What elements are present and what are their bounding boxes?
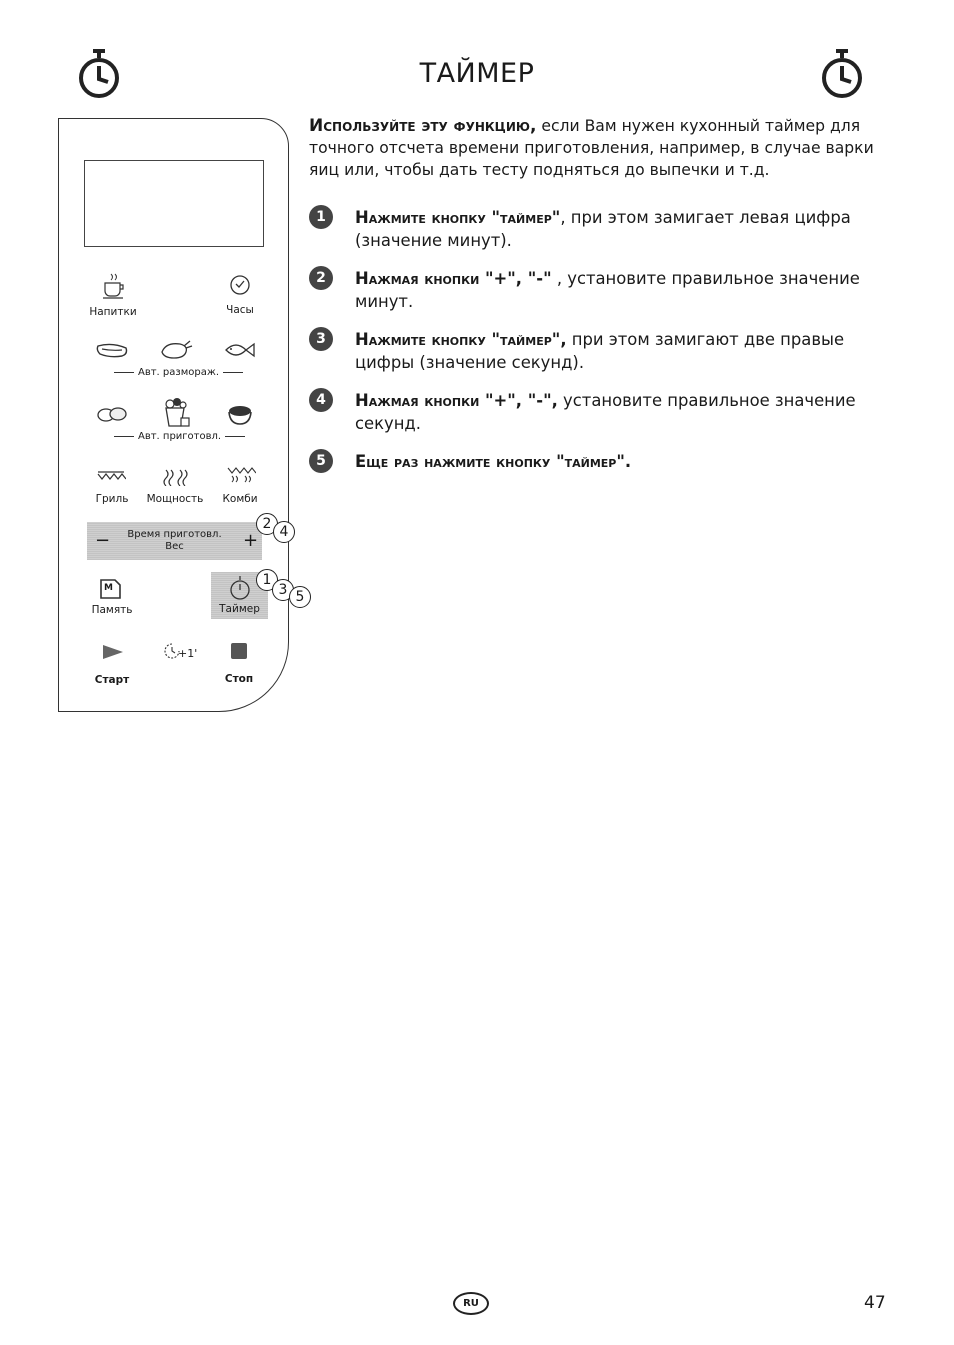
stop-label: Стоп: [224, 673, 254, 685]
plus-one-label: +1': [178, 647, 198, 660]
popcorn-icon: [160, 396, 194, 430]
grill-icon: [96, 470, 126, 484]
intro-text: если Вам нужен кухонный таймер для точного отсчета времени приготовления, например, в случае варки яиц или, чтобы дать тесту подняться до выпечки и т.д.: [309, 117, 874, 179]
combi-icon: [226, 464, 256, 488]
cooktime-line2: Вес: [165, 541, 184, 552]
step-bold: Нажмите кнопку "таймер": [355, 208, 561, 227]
panel-display: [84, 160, 264, 247]
step-bold: Нажмая кнопки "+", "-",: [355, 391, 558, 410]
callout-5: 5: [289, 586, 311, 608]
step-text: установите правильное значение секунд.: [355, 391, 856, 433]
potato-icon: [96, 404, 128, 424]
drinks-label: Напитки: [89, 306, 137, 318]
autocook-label: Авт. приготовл.: [110, 431, 249, 442]
step-number: 3: [309, 327, 333, 351]
intro-lead: Используйте эту функцию,: [309, 116, 537, 136]
start-label: Старт: [94, 674, 130, 686]
callout-1: 1: [256, 569, 278, 591]
page-number: 47: [864, 1293, 886, 1313]
step-text: при этом замигают две правые цифры (значение секунд).: [355, 330, 845, 372]
cooktime-label: [87, 529, 262, 553]
step-text: , при этом замигает левая цифра (значение минут).: [355, 208, 851, 250]
memory-key: M: [104, 583, 113, 593]
grill-label: Гриль: [95, 493, 129, 505]
step-1: [309, 206, 869, 252]
timer-icon: [228, 574, 252, 602]
defrost-label: Авт. разморaж.: [110, 367, 247, 378]
language-badge: RU: [453, 1292, 489, 1315]
stop-icon: [229, 641, 249, 661]
clock-icon: [229, 274, 251, 296]
intro-paragraph: [309, 115, 899, 181]
step-bold: Нажмите кнопку "таймер",: [355, 330, 567, 349]
step-text: , установите правильное значение минут.: [355, 269, 860, 311]
fish-icon: [224, 340, 256, 360]
cooktime-weight-bar: [87, 522, 262, 560]
step-5: [309, 450, 869, 473]
callout-2: 2: [256, 513, 278, 535]
step-4: [309, 389, 869, 435]
cup-icon: [101, 272, 127, 300]
power-label: Мощность: [146, 493, 204, 505]
meat-icon: [96, 340, 130, 360]
callout-4: 4: [273, 521, 295, 543]
minus-button[interactable]: −: [95, 530, 111, 551]
step-3: [309, 328, 869, 374]
memory-label: Память: [91, 604, 133, 616]
step-bold: Нажмая кнопки "+", "-": [355, 269, 552, 288]
timer-label: Таймер: [219, 603, 260, 615]
page-title: ТАЙМЕР: [419, 58, 535, 89]
cooktime-line1: Время приготовл.: [127, 529, 222, 540]
step-2: [309, 267, 869, 313]
plus-button[interactable]: +: [243, 530, 259, 551]
microwave-waves-icon: [162, 468, 190, 486]
combi-label: Комби: [222, 493, 258, 505]
step-number: 2: [309, 266, 333, 290]
start-icon: [101, 643, 125, 661]
step-number: 5: [309, 449, 333, 473]
clock-label: Часы: [226, 304, 254, 316]
poultry-icon: [158, 338, 194, 362]
callout-3: 3: [272, 579, 294, 601]
step-number: 1: [309, 205, 333, 229]
step-number: 4: [309, 388, 333, 412]
bowl-icon: [226, 402, 254, 428]
step-bold: Еще раз нажмите кнопку "таймер".: [355, 452, 632, 471]
